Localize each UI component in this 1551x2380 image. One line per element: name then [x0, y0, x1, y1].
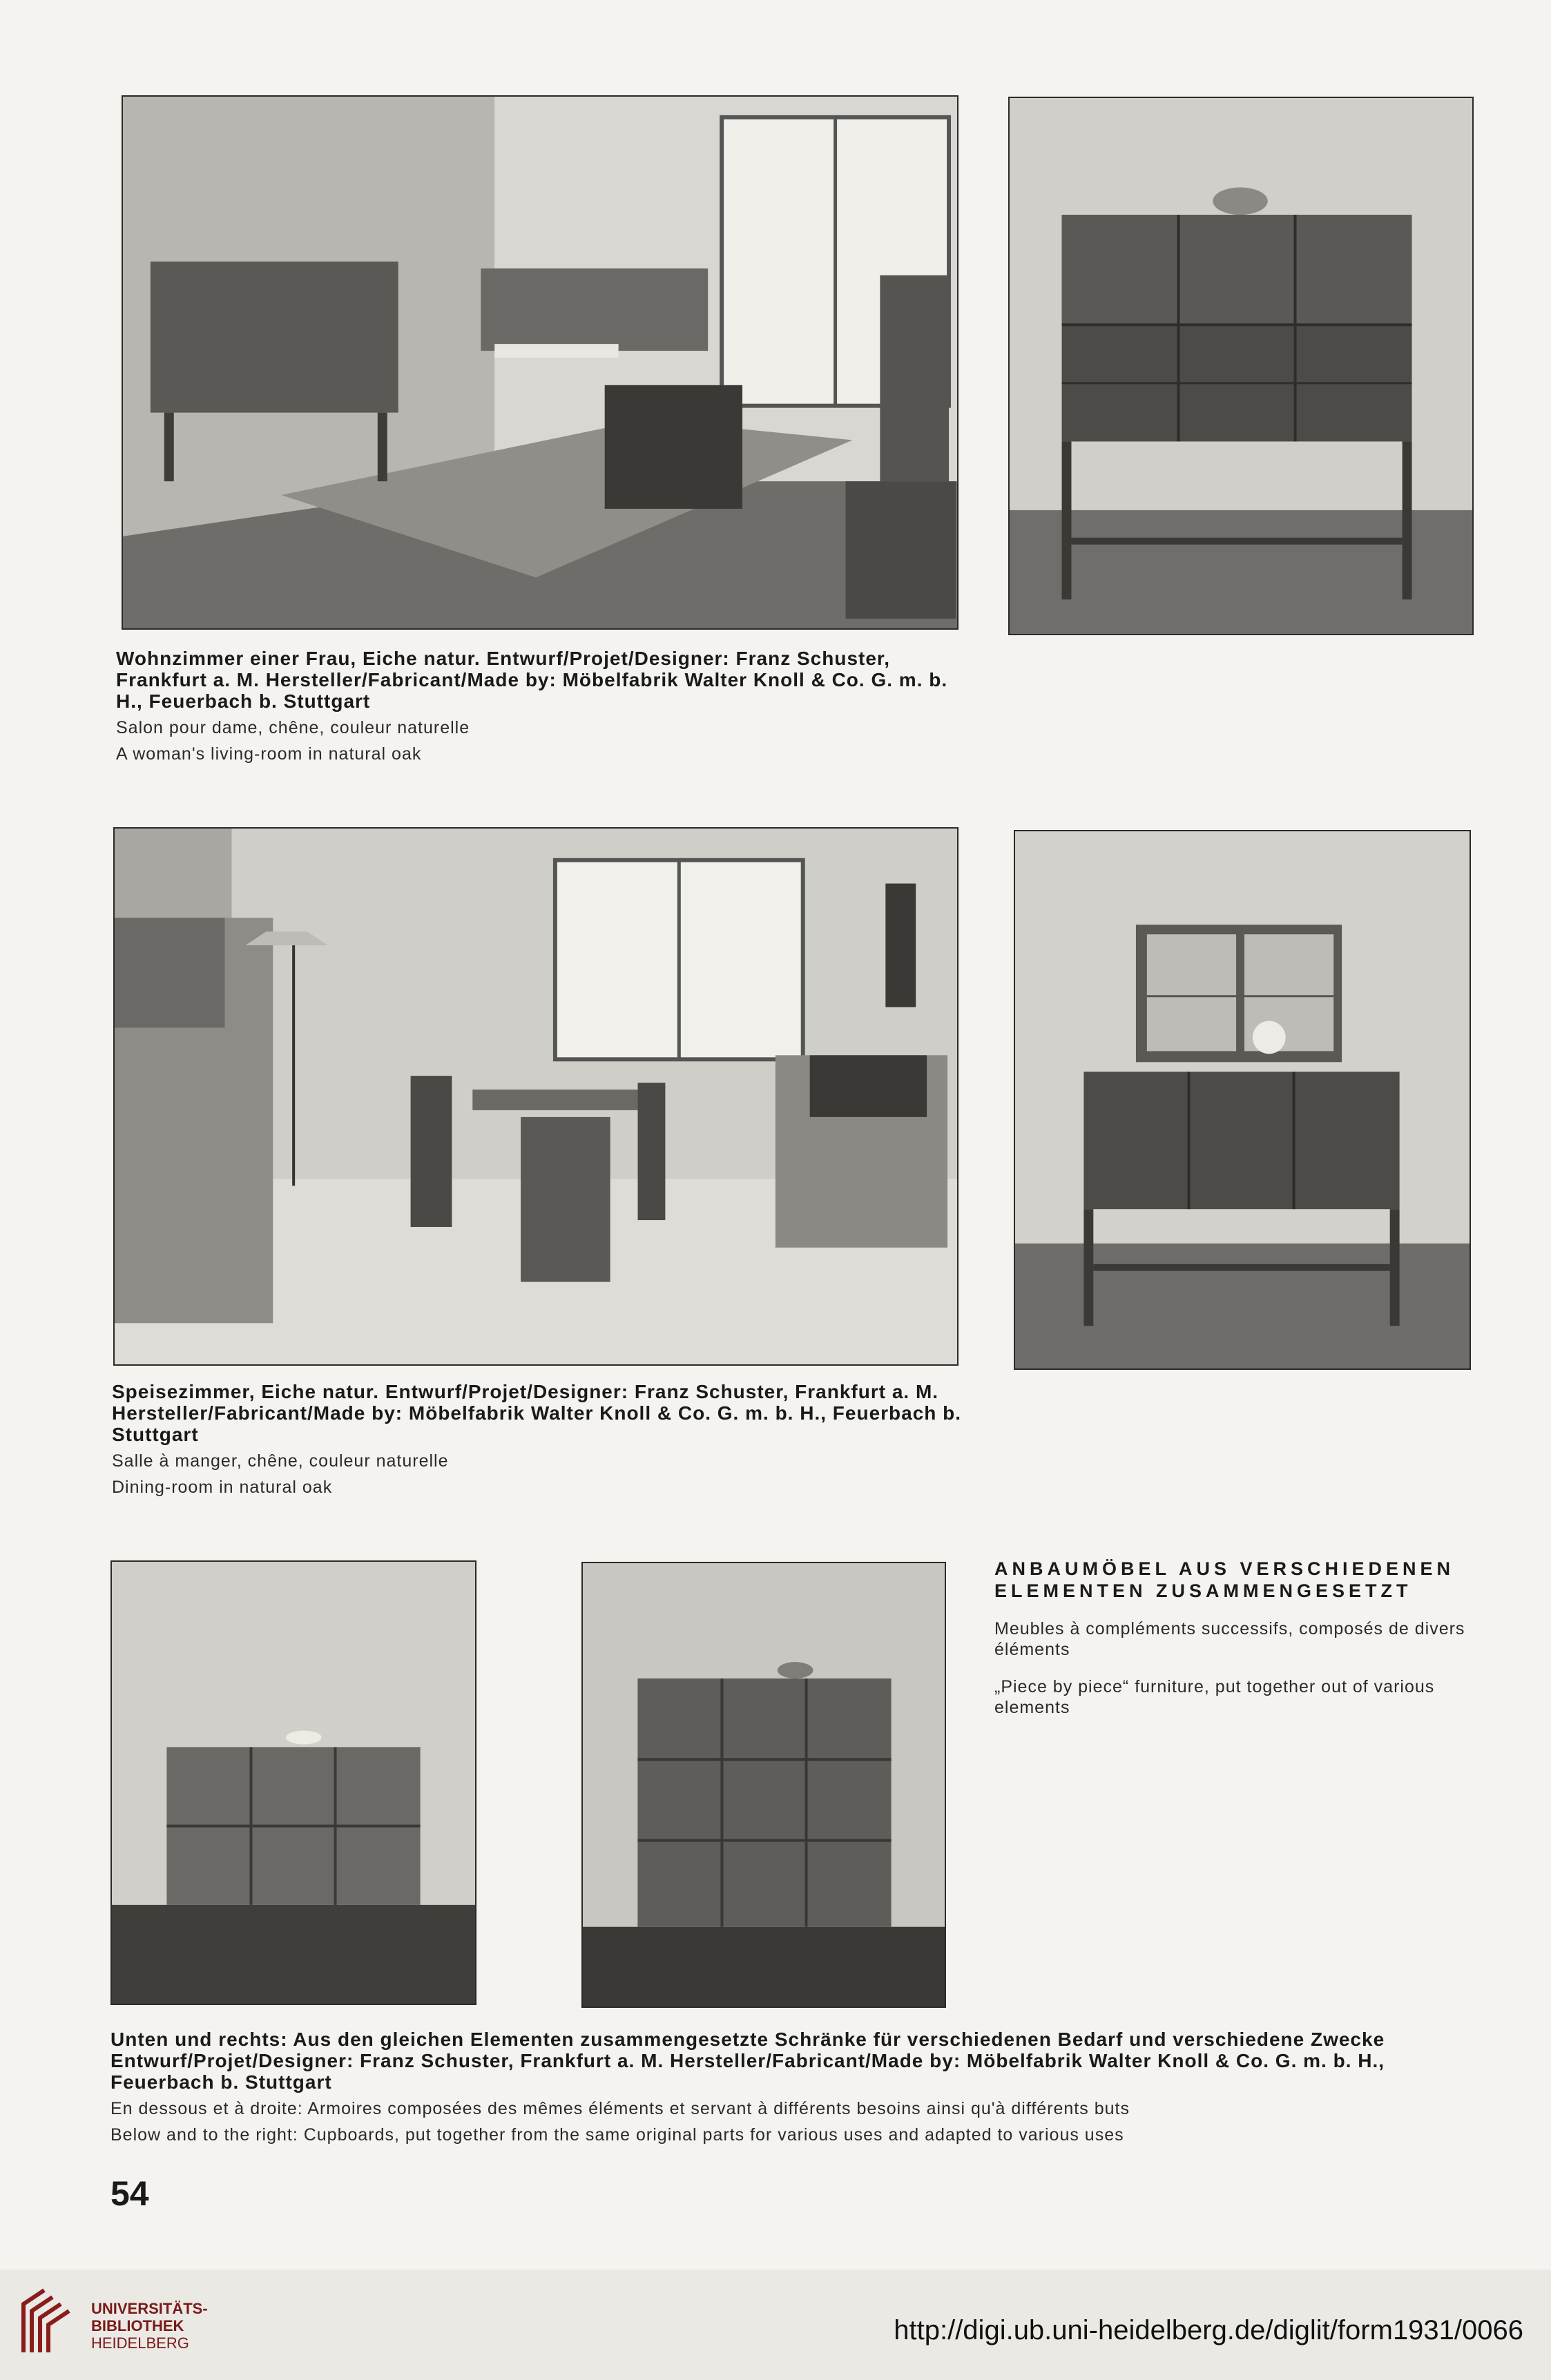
dining-room-caption [112, 1381, 965, 1498]
page-number: 54 [110, 2174, 149, 2213]
living-room-caption-fr: Salon pour dame, chêne, couleur naturelle [116, 718, 470, 737]
living-room-caption-de: Wohnzimmer einer Frau, Eiche natur. Entwurf/Projet/Designer: Franz Schuster, Frankfurt a. M. Hersteller/Fabricant/Made by: Möbelfabrik Walter Knoll & Co. G. m. b. H., Feuerbach b. Stuttgart [116, 648, 948, 712]
dining-room-caption-de: Speisezimmer, Eiche natur. Entwurf/Projet/Designer: Franz Schuster, Frankfurt a. M. Hersteller/Fabricant/Made by: Möbelfabrik Walter Knoll & Co. G. m. b. H., Feuerbach b. Stuttgart [112, 1381, 962, 1445]
highboard-photo [1008, 97, 1474, 635]
library-name-line1: UNIVERSITÄTS- [91, 2300, 208, 2317]
section-heading-en: „Piece by piece“ furniture, put together out of various elements [994, 1677, 1435, 1717]
sideboard-glass-cabinet-photo [1014, 830, 1471, 1370]
cupboards-caption-de: Unten und rechts: Aus den gleichen Elementen zusammengesetzte Schränke für verschiedenen Bedarf und verschiedene Zwecke Entwurf/Projet/Designer: Franz Schuster, Frankfurt a. M. Hersteller/Fabricant/Made by: Möbelfabrik Walter Knoll & Co. G. m. b. H., Feuerbach b. Stuttgart [110, 2029, 1385, 2093]
living-room-caption [116, 648, 965, 764]
tall-cupboard-photo [581, 1562, 946, 2008]
section-heading-fr: Meubles à compléments successifs, composés de divers éléments [994, 1619, 1465, 1659]
dining-room-photo [113, 827, 958, 1366]
living-room-photo [122, 95, 958, 630]
library-name-line2: BIBLIOTHEK [91, 2317, 184, 2334]
library-name [91, 2300, 208, 2352]
dining-room-caption-en: Dining-room in natural oak [112, 1478, 333, 1497]
ub-heidelberg-logo-icon [17, 2283, 86, 2361]
library-footer [0, 2270, 1551, 2380]
cupboards-caption [110, 2029, 1485, 2145]
page-url[interactable]: http://digi.ub.uni-heidelberg.de/diglit/form1931/0066 [894, 2315, 1523, 2345]
living-room-caption-en: A woman's living-room in natural oak [116, 744, 422, 764]
library-name-line3: HEIDELBERG [91, 2334, 189, 2352]
cupboards-caption-en: Below and to the right: Cupboards, put together from the same original parts for various uses and adapted to various uses [110, 2125, 1124, 2145]
cupboards-caption-fr: En dessous et à droite: Armoires composées des mêmes éléments et servant à différents besoins ainsi qu'à différents buts [110, 2099, 1130, 2118]
dining-room-caption-fr: Salle à manger, chêne, couleur naturelle [112, 1451, 449, 1471]
low-cupboard-photo [110, 1560, 476, 2005]
section-heading: ANBAUMÖBEL AUS VERSCHIEDENEN ELEMENTEN ZUSAMMENGESETZT [994, 1558, 1455, 1601]
